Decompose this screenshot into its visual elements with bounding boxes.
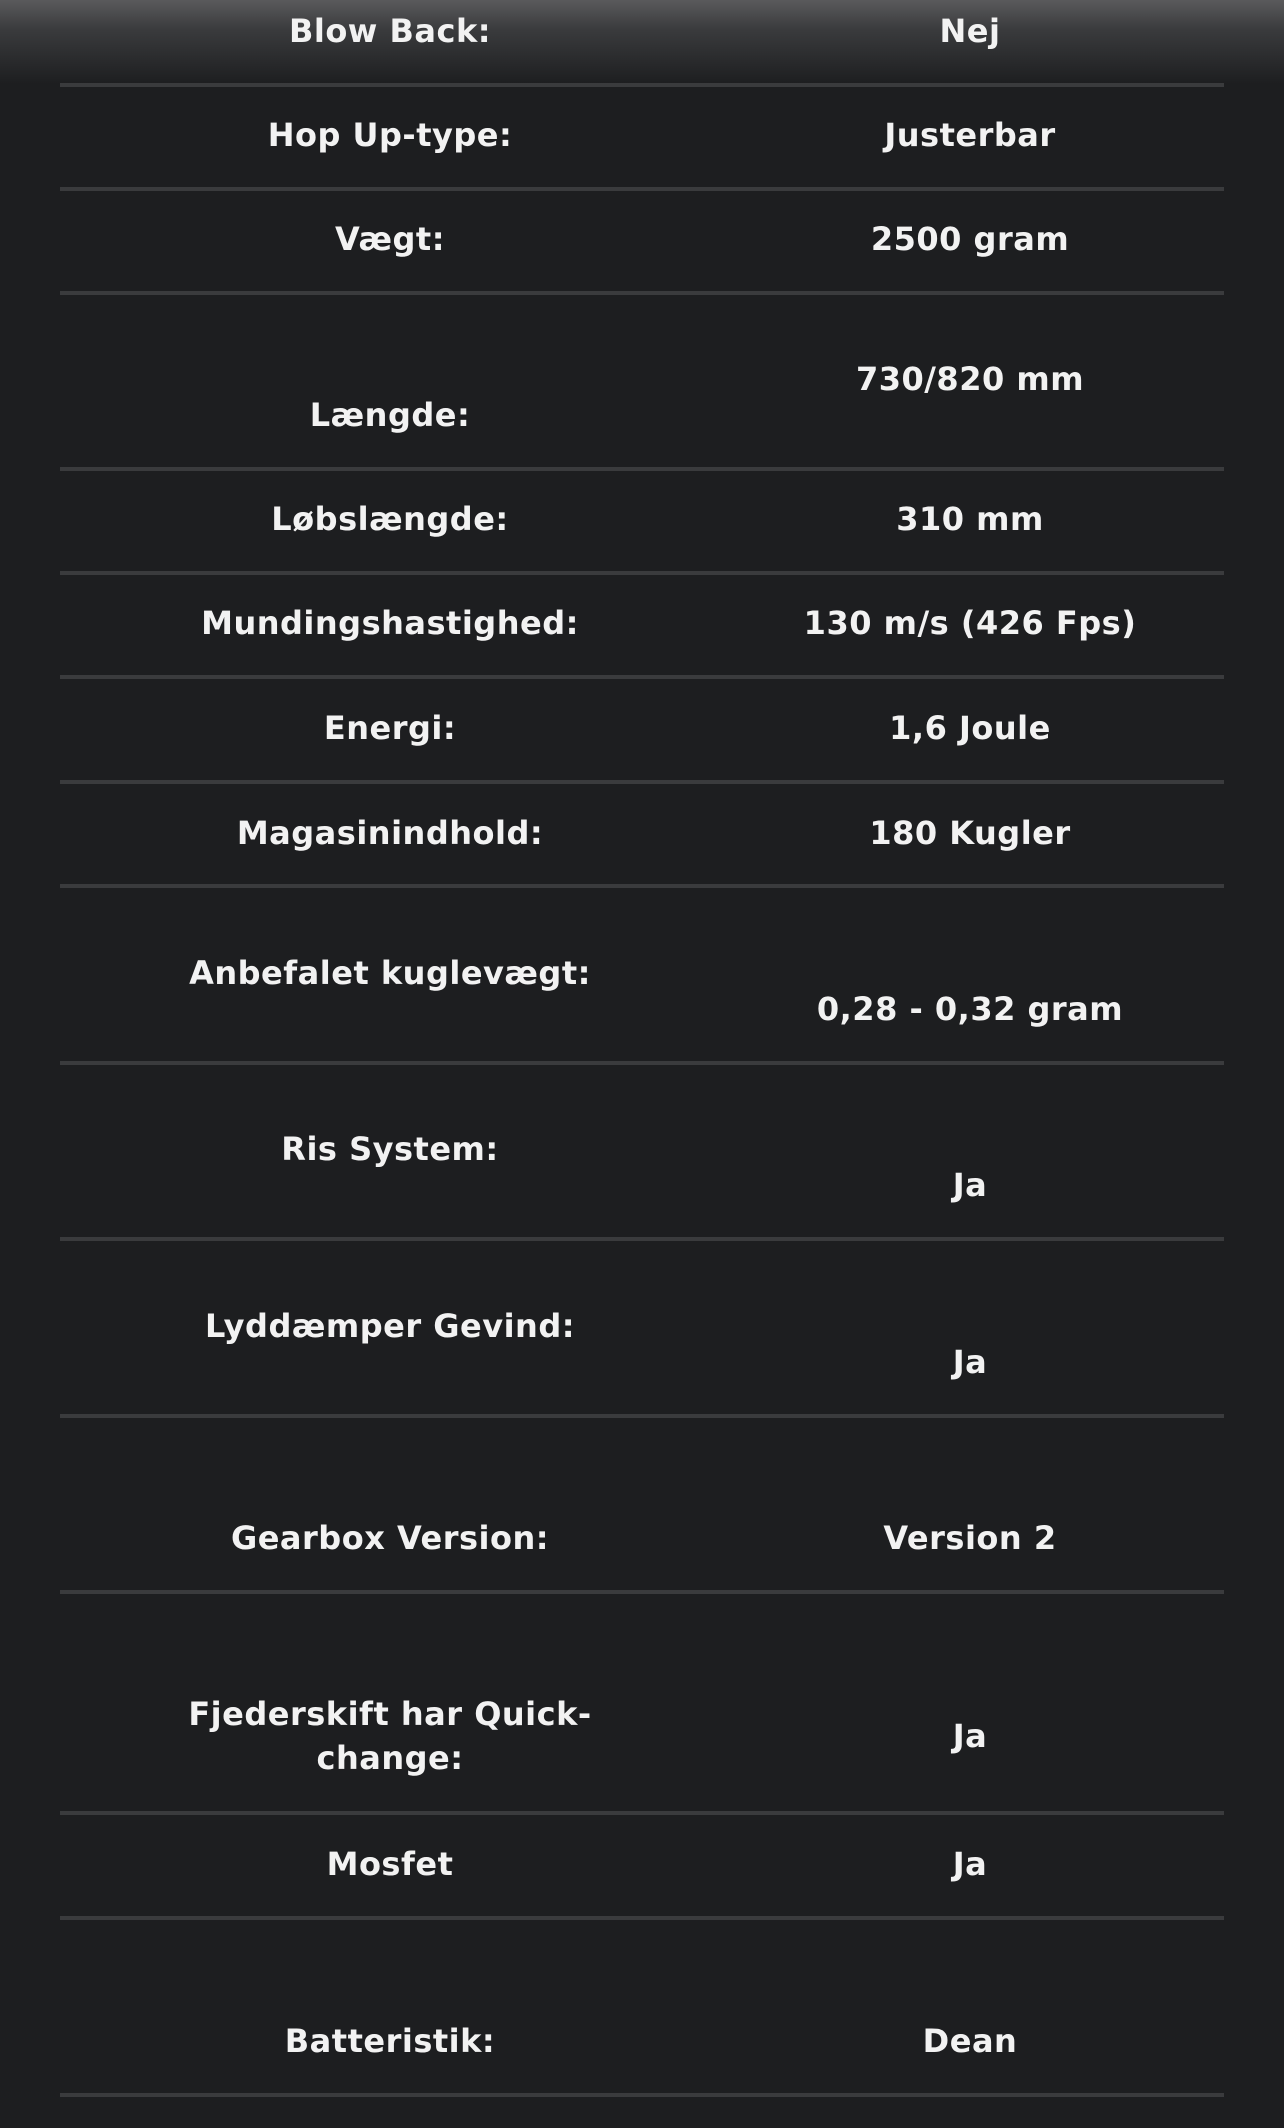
spec-label: Batteristik: (284, 2022, 496, 2060)
spec-value: 1,6 Joule (889, 709, 1051, 747)
spec-label: Fjederskift har Quick-change: (188, 1695, 592, 1777)
spec-label: Anbefalet kuglevægt: (189, 954, 591, 992)
spec-value: Nej (939, 12, 1001, 50)
spec-row-magazine (60, 784, 1224, 888)
spec-row-ris-system (60, 1065, 1224, 1241)
spec-row-quick-change (60, 1594, 1224, 1815)
spec-value: Ja (952, 1717, 988, 1755)
spec-label: Vægt: (334, 220, 446, 258)
spec-value: 2500 gram (870, 220, 1070, 258)
spec-value: 130 m/s (426 Fps) (803, 604, 1137, 642)
spec-value: 730/820 mm (855, 360, 1085, 398)
spec-row-weight (60, 191, 1224, 295)
spec-value: Ja (952, 1166, 988, 1204)
spec-row-battery-plug (60, 1920, 1224, 2097)
spec-label: Længde: (309, 396, 471, 434)
spec-value: Ja (952, 1343, 988, 1381)
spec-label: Løbslængde: (271, 500, 509, 538)
spec-row-energy (60, 679, 1224, 784)
spec-row-mosfet (60, 1815, 1224, 1920)
spec-value: Ja (952, 1845, 988, 1883)
spec-row-gearbox (60, 1418, 1224, 1594)
spec-value: 180 Kugler (869, 814, 1071, 852)
spec-label: Mundingshastighed: (201, 604, 579, 642)
spec-row-length (60, 295, 1224, 471)
spec-label: Gearbox Version: (230, 1519, 550, 1557)
spec-label: Ris System: (281, 1130, 499, 1168)
spec-label: Hop Up-type: (267, 116, 513, 154)
spec-row-bb-weight (60, 888, 1224, 1065)
spec-row-blow-back (60, 0, 1224, 87)
spec-row-barrel-length (60, 471, 1224, 575)
spec-value: Justerbar (884, 116, 1056, 154)
spec-value: Dean (922, 2022, 1018, 2060)
spec-label: Magasinindhold: (236, 814, 544, 852)
spec-value: 0,28 - 0,32 gram (816, 990, 1124, 1028)
spec-value: 310 mm (896, 500, 1044, 538)
spec-row-hop-up (60, 87, 1224, 191)
spec-label: Energi: (323, 709, 457, 747)
spec-row-silencer-thread (60, 1241, 1224, 1418)
spec-label: Blow Back: (288, 12, 492, 50)
spec-row-muzzle-velocity (60, 575, 1224, 679)
spec-value: Version 2 (883, 1519, 1057, 1557)
spec-label: Mosfet (326, 1845, 454, 1883)
spec-label: Lyddæmper Gevind: (204, 1307, 576, 1345)
